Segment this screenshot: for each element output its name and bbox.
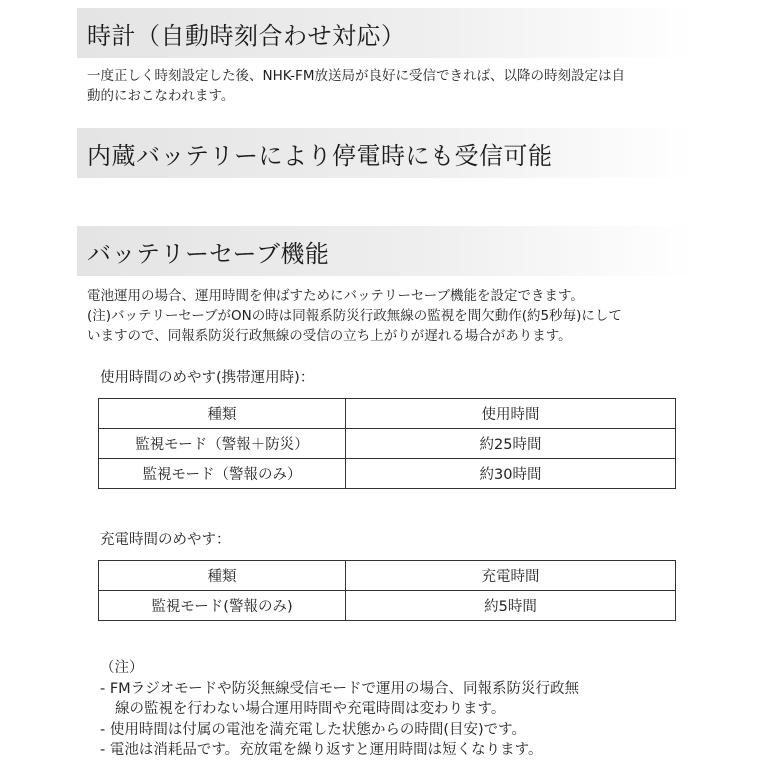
table-cell-time: 約5時間 xyxy=(346,591,676,621)
notes-block xyxy=(100,658,710,761)
section-title-battery-save: バッテリーセーブ機能 xyxy=(87,239,330,268)
notes-label: （注） xyxy=(100,660,144,676)
table-row xyxy=(99,591,676,621)
note-line: - FMラジオモードや防災無線受信モードで運用の場合、同報系防災行政無 xyxy=(100,680,580,697)
note-line: 線の監視を行わない場合運用時間や充電時間は変わります。 xyxy=(115,701,506,717)
table-header-usage-time: 使用時間 xyxy=(346,399,676,429)
usage-table-caption: 使用時間のめやす(携帯運用時)： xyxy=(100,370,315,386)
table-row xyxy=(99,459,676,489)
charge-table-caption: 充電時間のめやす： xyxy=(100,532,231,548)
table-header-charge-time: 充電時間 xyxy=(346,561,676,591)
table-cell-time: 約25時間 xyxy=(346,429,676,459)
clock-description-line: 動的におこなわれます。 xyxy=(87,88,235,104)
note-line: - 使用時間は付属の電池を満充電した状態からの時間(目安)です。 xyxy=(100,721,526,738)
charge-time-table xyxy=(98,560,676,621)
table-cell-time: 約30時間 xyxy=(346,459,676,489)
table-header-row xyxy=(99,399,676,429)
battery-save-description-line: (注)バッテリーセーブがONの時は同報系防災行政無線の監視を間欠動作(約5秒毎)にして xyxy=(87,308,622,324)
battery-save-description-line: いますので、同報系防災行政無線の受信の立ち上がりが遅れる場合があります。 xyxy=(87,328,572,344)
table-header-row xyxy=(99,561,676,591)
section-header-battery-save xyxy=(77,226,694,276)
usage-time-table xyxy=(98,398,676,489)
table-cell-mode: 監視モード（警報＋防災） xyxy=(99,429,346,459)
table-cell-mode: 監視モード（警報のみ） xyxy=(99,459,346,489)
battery-save-description xyxy=(87,286,707,346)
note-line: - 電池は消耗品です。充放電を繰り返すと運用時間は短くなります。 xyxy=(100,742,543,758)
table-row xyxy=(99,429,676,459)
table-cell-mode: 監視モード(警報のみ) xyxy=(99,591,346,621)
section-title-battery-backup: 内蔵バッテリーにより停電時にも受信可能 xyxy=(87,141,553,170)
clock-description xyxy=(87,66,707,106)
section-header-battery-backup xyxy=(77,128,694,178)
section-title-clock: 時計（自動時刻合わせ対応） xyxy=(87,21,406,50)
clock-description-line: 一度正しく時刻設定した後、NHK-FM放送局が良好に受信できれば、以降の時刻設定は自 xyxy=(87,68,625,84)
battery-save-description-line: 電池運用の場合、運用時間を伸ばすためにバッテリーセーブ機能を設定できます。 xyxy=(87,288,584,304)
table-header-type: 種類 xyxy=(99,399,346,429)
table-header-type: 種類 xyxy=(99,561,346,591)
section-header-clock xyxy=(77,8,694,58)
